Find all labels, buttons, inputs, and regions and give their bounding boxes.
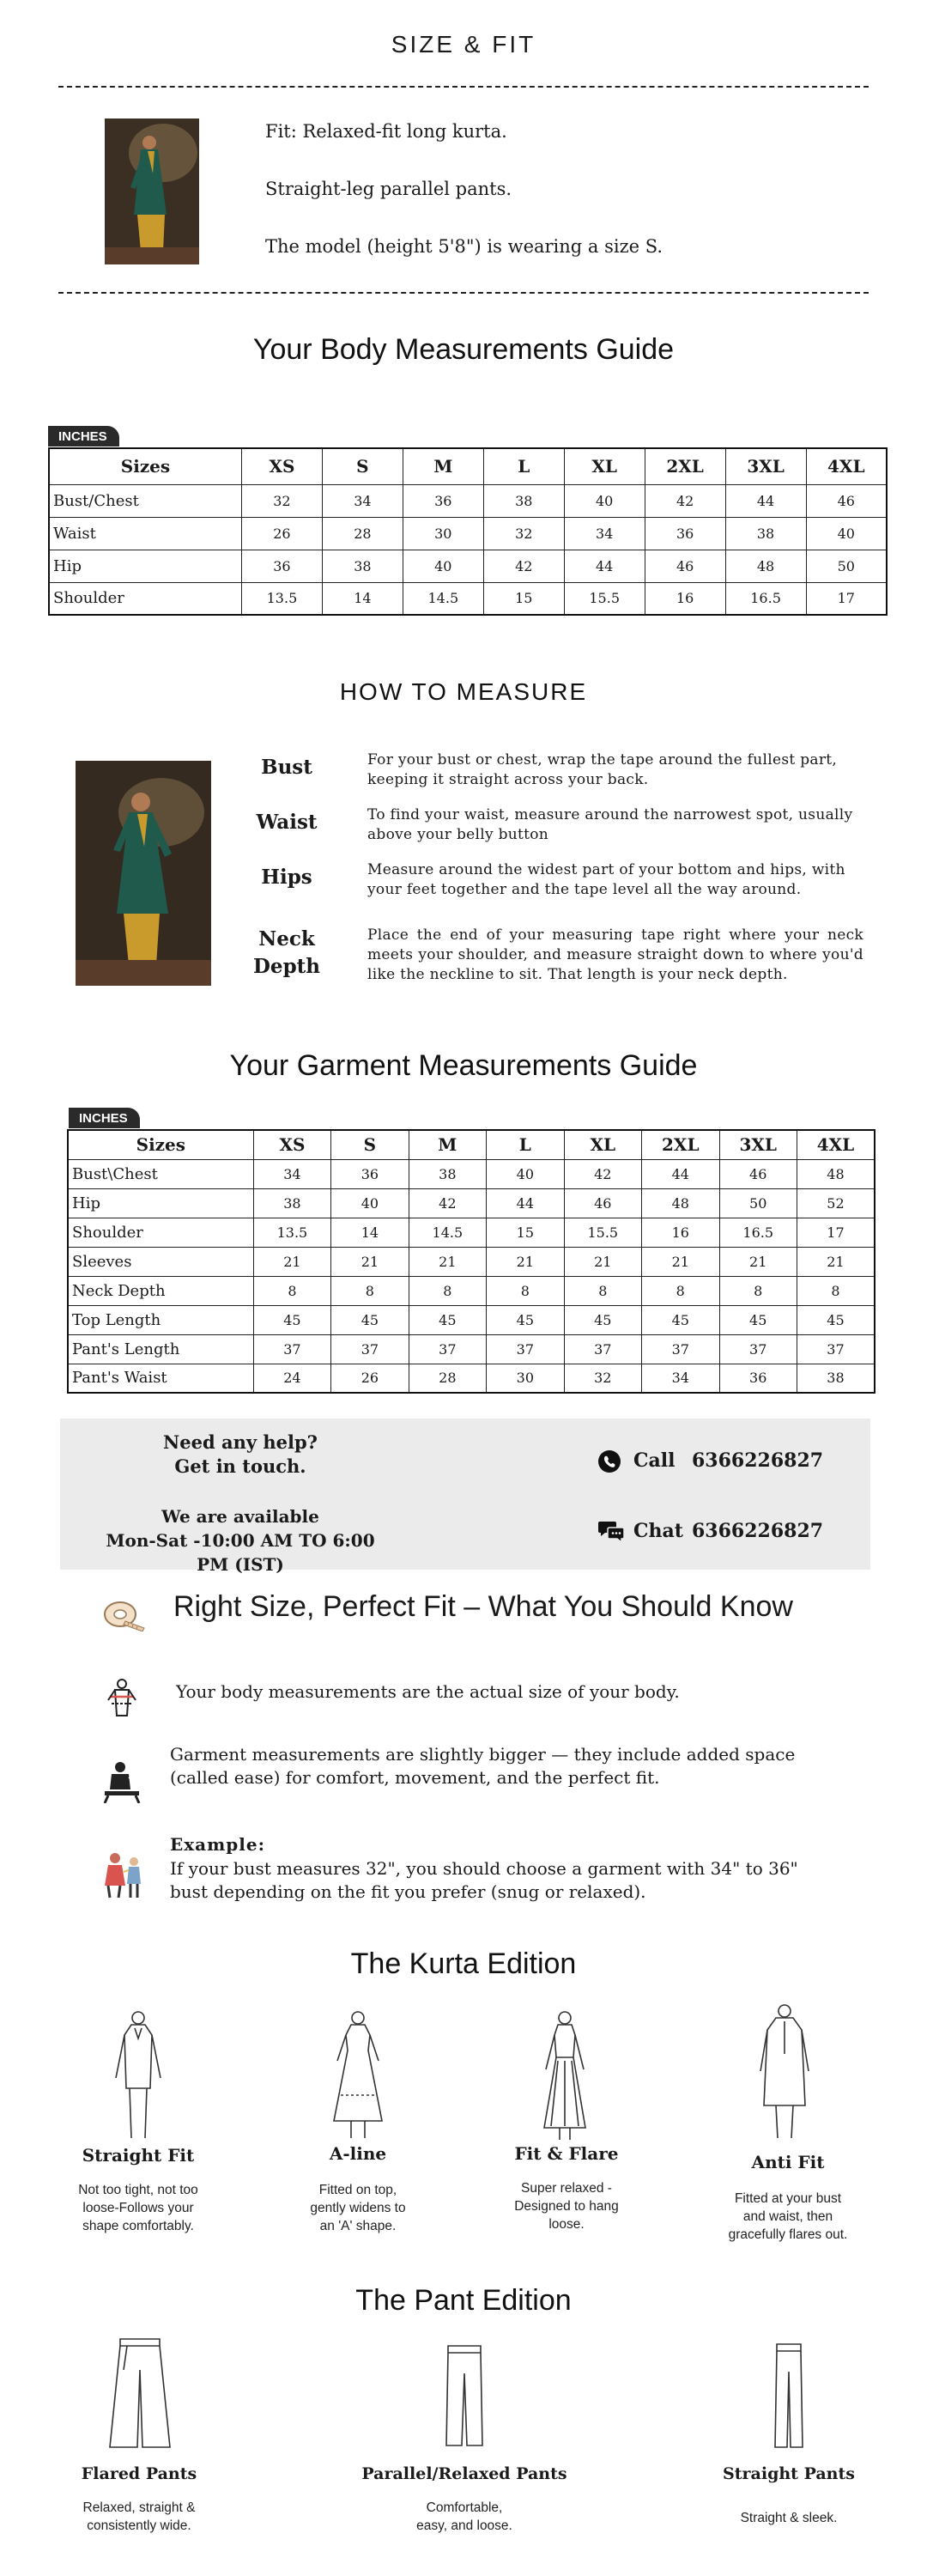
garment-cell: 21	[719, 1247, 797, 1276]
garment-cell: 52	[797, 1188, 875, 1218]
body-cell: 46	[806, 484, 887, 517]
garment-guide-title: Your Garment Measurements Guide	[229, 1049, 698, 1082]
pants-line: Straight-leg parallel pants.	[265, 179, 512, 199]
garment-cell: 34	[253, 1159, 330, 1188]
get-in-touch-line: Get in touch.	[174, 1455, 306, 1477]
desc-line: loose-Follows your	[82, 2201, 194, 2215]
size-fit-title: SIZE & FIT	[391, 31, 536, 58]
garment-cell: 37	[797, 1334, 875, 1364]
divider-top	[58, 86, 869, 88]
garment-cell: 37	[719, 1334, 797, 1364]
pant-style-desc	[669, 2509, 909, 2527]
pant-style-name: Flared Pants	[81, 2464, 197, 2483]
hours-line: Mon-Sat -10:00 AM TO 6:00 PM (IST)	[106, 1530, 375, 1575]
garment-cell: 17	[797, 1218, 875, 1247]
desc-line: Not too tight, not too	[78, 2183, 198, 2197]
measuring-tape-icon	[101, 1595, 146, 1635]
desc-line: gently widens to	[310, 2201, 406, 2215]
body-unit-tag: INCHES	[48, 426, 119, 447]
garment-cell: 50	[719, 1188, 797, 1218]
garment-cell: 45	[797, 1305, 875, 1334]
body-cell: 32	[483, 517, 564, 550]
example-label: Example:	[170, 1834, 265, 1855]
garment-header-row	[68, 1130, 875, 1159]
garment-header-cell: 2XL	[642, 1130, 719, 1159]
kurta-style-name: Anti Fit	[751, 2152, 825, 2172]
pant-style-desc	[344, 2499, 585, 2535]
body-header-cell: 4XL	[806, 448, 887, 484]
call-label: Call	[633, 1449, 676, 1472]
a-line-kurta-icon	[325, 2009, 391, 2147]
garment-cell: 45	[253, 1305, 330, 1334]
available-line: We are available	[161, 1506, 319, 1527]
table-row	[68, 1247, 875, 1276]
garment-cell: 8	[719, 1276, 797, 1305]
garment-cell: 48	[797, 1159, 875, 1188]
garment-cell: 24	[253, 1364, 330, 1393]
garment-cell: 40	[487, 1159, 564, 1188]
garment-cell: 15.5	[564, 1218, 641, 1247]
call-number: 6366226827	[692, 1449, 824, 1472]
fit-line: Fit: Relaxed-fit long kurta.	[265, 121, 507, 142]
body-cell: 44	[725, 484, 806, 517]
how-to-label: Hips	[261, 866, 312, 889]
table-row	[68, 1364, 875, 1393]
garment-cell: 38	[797, 1364, 875, 1393]
body-measure-icon	[103, 1678, 141, 1721]
garment-cell: 8	[409, 1276, 486, 1305]
garment-row-label: Pant's Waist	[68, 1364, 253, 1393]
pant-style-name: Straight Pants	[723, 2464, 855, 2483]
body-row-label: Bust/Chest	[49, 484, 241, 517]
garment-cell: 40	[331, 1188, 409, 1218]
table-row	[49, 484, 887, 517]
body-row-label: Waist	[49, 517, 241, 550]
body-cell: 40	[403, 550, 483, 582]
pant-style-desc	[19, 2499, 259, 2535]
garment-cell: 38	[409, 1159, 486, 1188]
garment-cell: 37	[564, 1334, 641, 1364]
body-header-cell: XS	[241, 448, 322, 484]
garment-row-label: Shoulder	[68, 1218, 253, 1247]
garment-cell: 21	[487, 1247, 564, 1276]
garment-cell: 21	[564, 1247, 641, 1276]
kurta-style-desc	[472, 2179, 661, 2233]
kurta-style-desc	[44, 2181, 233, 2235]
garment-cell: 21	[409, 1247, 486, 1276]
table-row	[49, 517, 887, 550]
chat-label: Chat	[633, 1520, 683, 1542]
garment-cell: 26	[331, 1364, 409, 1393]
body-header-row	[49, 448, 887, 484]
desc-line: Super relaxed -	[521, 2181, 612, 2196]
body-cell: 36	[645, 517, 725, 550]
kurta-style-name: Fit & Flare	[514, 2143, 619, 2164]
garment-row-label: Neck Depth	[68, 1276, 253, 1305]
how-to-label: Neck Depth	[252, 927, 320, 978]
garment-cell: 21	[797, 1247, 875, 1276]
table-row	[68, 1276, 875, 1305]
garment-header-cell: M	[409, 1130, 486, 1159]
divider-bottom	[58, 292, 869, 294]
body-guide-title: Your Body Measurements Guide	[252, 333, 675, 366]
chat-icon	[597, 1518, 625, 1547]
garment-cell: 45	[719, 1305, 797, 1334]
garment-row-label: Bust\Chest	[68, 1159, 253, 1188]
body-cell: 40	[806, 517, 887, 550]
garment-cell: 8	[564, 1276, 641, 1305]
garment-cell: 38	[253, 1188, 330, 1218]
garment-cell: 16	[642, 1218, 719, 1247]
garment-header-cell: XS	[253, 1130, 330, 1159]
garment-row-label: Pant's Length	[68, 1334, 253, 1364]
body-cell: 26	[241, 517, 322, 550]
body-header-cell: 3XL	[725, 448, 806, 484]
body-cell: 34	[564, 517, 645, 550]
desc-line: Relaxed, straight &	[82, 2500, 196, 2515]
table-row	[68, 1188, 875, 1218]
body-cell: 42	[483, 550, 564, 582]
body-cell: 38	[322, 550, 403, 582]
body-header-cell: XL	[564, 448, 645, 484]
table-row	[49, 550, 887, 582]
body-cell: 36	[403, 484, 483, 517]
body-cell: 46	[645, 550, 725, 582]
body-cell: 36	[241, 550, 322, 582]
help-box	[60, 1419, 870, 1575]
garment-line: Garment measurements are slightly bigger — they include added space (called ease) for comfort, movement, and the perfect fit.	[170, 1744, 796, 1788]
body-row-label: Hip	[49, 550, 241, 582]
desc-line: Fitted on top,	[318, 2183, 397, 2197]
garment-header-cell: XL	[564, 1130, 641, 1159]
garment-cell: 21	[642, 1247, 719, 1276]
desc-line: an 'A' shape.	[319, 2219, 397, 2233]
model-photo-small	[105, 118, 199, 264]
table-row	[49, 582, 887, 615]
garment-cell: 45	[409, 1305, 486, 1334]
garment-cell: 30	[487, 1364, 564, 1393]
body-cell: 15.5	[564, 582, 645, 615]
example-text: If your bust measures 32", you should choose a garment with 34" to 36" bust depending on the fit you prefer (snug or relaxed).	[170, 1858, 798, 1902]
need-help-text	[112, 1431, 369, 1479]
body-header-cell: M	[403, 448, 483, 484]
desc-line: easy, and loose.	[416, 2518, 512, 2533]
garment-cell: 44	[487, 1188, 564, 1218]
body-header-cell: Sizes	[49, 448, 241, 484]
body-cell: 17	[806, 582, 887, 615]
chat-number: 6366226827	[692, 1520, 824, 1542]
table-row	[68, 1305, 875, 1334]
garment-cell: 37	[331, 1334, 409, 1364]
kurta-title: The Kurta Edition	[350, 1947, 577, 1980]
body-header-cell: L	[483, 448, 564, 484]
how-to-title: HOW TO MEASURE	[339, 678, 588, 705]
garment-cell: 42	[564, 1159, 641, 1188]
body-cell: 44	[564, 550, 645, 582]
garment-cell: 45	[487, 1305, 564, 1334]
how-to-text: For your bust or chest, wrap the tape around the fullest part, keeping it straight across your back.	[367, 751, 838, 788]
garment-measurements-table	[67, 1129, 876, 1394]
garment-cell: 37	[409, 1334, 486, 1364]
body-line: Your body measurements are the actual size of your body.	[176, 1681, 680, 1702]
body-cell: 38	[725, 517, 806, 550]
desc-line: consistently wide.	[87, 2518, 191, 2533]
table-row	[68, 1334, 875, 1364]
garment-cell: 21	[253, 1247, 330, 1276]
body-cell: 32	[241, 484, 322, 517]
body-cell: 14.5	[403, 582, 483, 615]
garment-cell: 28	[409, 1364, 486, 1393]
garment-cell: 34	[642, 1364, 719, 1393]
garment-cell: 37	[642, 1334, 719, 1364]
need-help-line: Need any help?	[163, 1431, 318, 1453]
body-header-cell: 2XL	[645, 448, 725, 484]
body-cell: 28	[322, 517, 403, 550]
straight-pants-icon	[770, 2341, 808, 2454]
model-line: The model (height 5'8") is wearing a size S.	[265, 236, 663, 257]
garment-cell: 37	[487, 1334, 564, 1364]
garment-header-cell: L	[487, 1130, 564, 1159]
garment-cell: 45	[642, 1305, 719, 1334]
kurta-style-name: Straight Fit	[82, 2145, 195, 2166]
phone-icon	[597, 1449, 621, 1477]
body-cell: 40	[564, 484, 645, 517]
desc-line: Fitted at your bust	[734, 2191, 842, 2206]
body-header-cell: S	[322, 448, 403, 484]
garment-row-label: Hip	[68, 1188, 253, 1218]
desc-line: shape comfortably.	[82, 2219, 194, 2233]
how-to-label: Bust	[261, 756, 312, 779]
body-measurements-table	[48, 447, 888, 616]
desc-line: Straight & sleek.	[740, 2511, 838, 2525]
garment-cell: 14	[331, 1218, 409, 1247]
garment-cell: 45	[331, 1305, 409, 1334]
flared-pants-icon	[103, 2336, 177, 2456]
garment-cell: 42	[409, 1188, 486, 1218]
how-to-text: To find your waist, measure around the narrowest spot, usually above your belly button	[367, 806, 853, 843]
call-link[interactable]	[597, 1446, 872, 1477]
kurta-style-name: A-line	[329, 2143, 387, 2164]
garment-cell: 8	[642, 1276, 719, 1305]
garment-header-cell: 4XL	[797, 1130, 875, 1159]
body-cell: 13.5	[241, 582, 322, 615]
fit-and-flare-kurta-icon	[532, 2009, 597, 2147]
model-photo-large	[76, 761, 211, 986]
anti-fit-kurta-icon	[752, 2002, 817, 2147]
body-cell: 34	[322, 484, 403, 517]
know-title: Right Size, Perfect Fit – What You Should Know	[173, 1590, 793, 1623]
garment-cell: 14.5	[409, 1218, 486, 1247]
garment-cell: 36	[331, 1159, 409, 1188]
body-cell: 16.5	[725, 582, 806, 615]
pant-style-name: Parallel/Relaxed Pants	[361, 2464, 567, 2483]
garment-cell: 13.5	[253, 1218, 330, 1247]
garment-cell: 36	[719, 1364, 797, 1393]
body-cell: 50	[806, 550, 887, 582]
how-to-text: Place the end of your measuring tape right where your neck meets your shoulder, and measure straight down to where you'd like the neckline to sit. That length is your neck depth.	[367, 927, 863, 983]
garment-cell: 16.5	[719, 1218, 797, 1247]
garment-cell: 8	[253, 1276, 330, 1305]
availability-text	[94, 1504, 386, 1577]
body-cell: 14	[322, 582, 403, 615]
garment-cell: 45	[564, 1305, 641, 1334]
garment-row-label: Top Length	[68, 1305, 253, 1334]
body-cell: 42	[645, 484, 725, 517]
garment-cell: 8	[487, 1276, 564, 1305]
tailor-icon	[100, 1759, 144, 1807]
garment-header-cell: S	[331, 1130, 409, 1159]
body-cell: 15	[483, 582, 564, 615]
desc-line: loose.	[548, 2217, 585, 2232]
table-row	[68, 1218, 875, 1247]
garment-cell: 46	[719, 1159, 797, 1188]
garment-cell: 48	[642, 1188, 719, 1218]
kurta-style-desc	[694, 2190, 882, 2244]
desc-line: Designed to hang	[514, 2199, 619, 2214]
garment-cell: 44	[642, 1159, 719, 1188]
garment-cell: 37	[253, 1334, 330, 1364]
how-to-text: Measure around the widest part of your bottom and hips, with your feet together and the tape level all the way around.	[367, 861, 845, 898]
garment-header-cell: Sizes	[68, 1130, 253, 1159]
desc-line: gracefully flares out.	[728, 2227, 848, 2242]
body-row-label: Shoulder	[49, 582, 241, 615]
garment-unit-tag: INCHES	[69, 1108, 140, 1128]
garment-cell: 21	[331, 1247, 409, 1276]
garment-row-label: Sleeves	[68, 1247, 253, 1276]
body-cell: 16	[645, 582, 725, 615]
body-cell: 48	[725, 550, 806, 582]
garment-cell: 32	[564, 1364, 641, 1393]
garment-header-cell: 3XL	[719, 1130, 797, 1159]
body-cell: 30	[403, 517, 483, 550]
garment-cell: 46	[564, 1188, 641, 1218]
desc-line: and waist, then	[742, 2209, 833, 2224]
parallel-pants-icon	[441, 2342, 488, 2452]
garment-cell: 8	[331, 1276, 409, 1305]
desc-line: Comfortable,	[426, 2500, 503, 2515]
kurta-style-desc	[264, 2181, 452, 2235]
straight-fit-kurta-icon	[106, 2009, 171, 2147]
fitting-icon	[101, 1851, 146, 1903]
how-to-label: Waist	[256, 811, 318, 834]
garment-cell: 15	[487, 1218, 564, 1247]
chat-link[interactable]	[597, 1516, 872, 1547]
body-cell: 38	[483, 484, 564, 517]
table-row	[68, 1159, 875, 1188]
garment-cell: 8	[797, 1276, 875, 1305]
pant-title: The Pant Edition	[355, 2284, 572, 2317]
